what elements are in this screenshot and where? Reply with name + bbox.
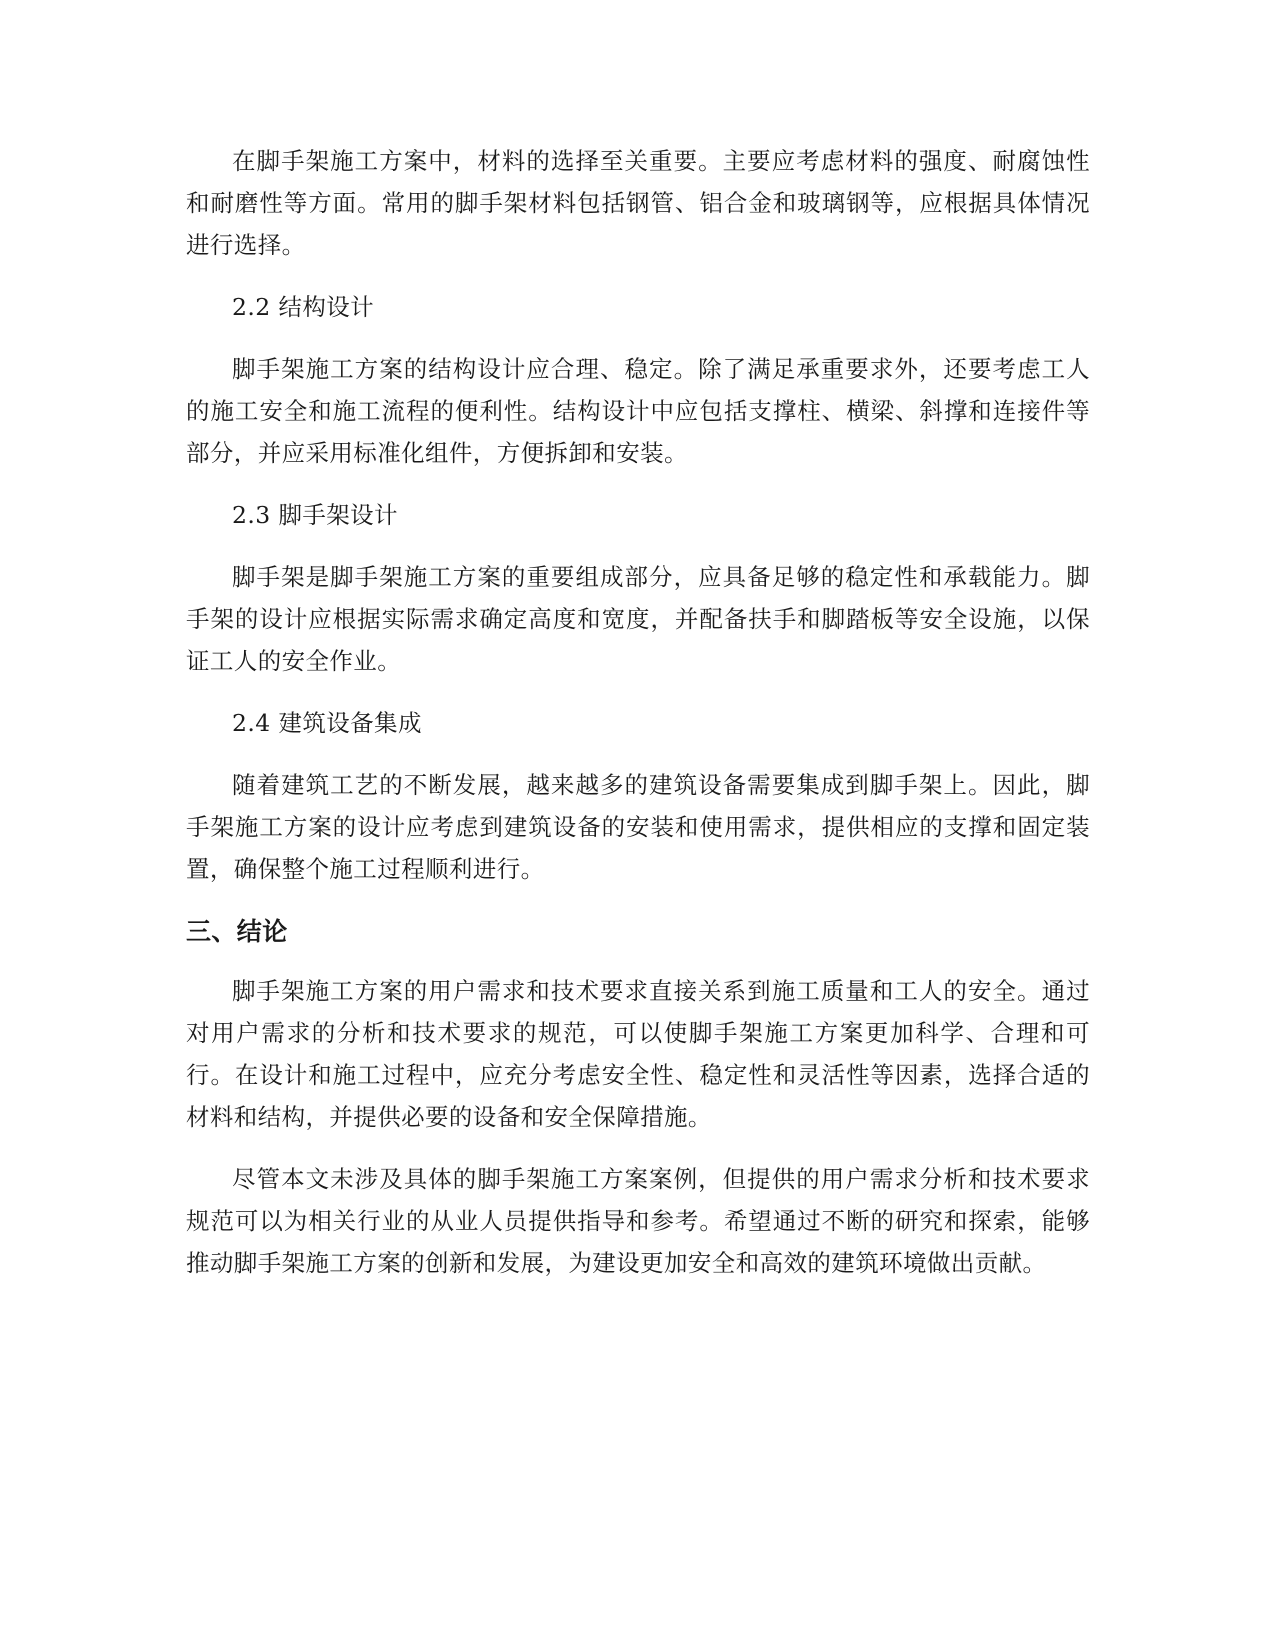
paragraph-scaffold: 脚手架是脚手架施工方案的重要组成部分，应具备足够的稳定性和承载能力。脚手架的设计应根据实际需求确定高度和宽度，并配备扶手和脚踏板等安全设施，以保证工人的安全作业。 xyxy=(186,563,1090,675)
section-title-conclusion: 三、结论 xyxy=(186,917,288,946)
paragraph-structure: 脚手架施工方案的结构设计应合理、稳定。除了满足承重要求外，还要考虑工人的施工安全和施工流程的便利性。结构设计中应包括支撑柱、横梁、斜撑和连接件等部分，并应采用标准化组件，方便拆卸和安装。 xyxy=(186,355,1090,467)
heading-2-3: 2.3 脚手架设计 xyxy=(232,501,398,529)
paragraph-equipment: 随着建筑工艺的不断发展，越来越多的建筑设备需要集成到脚手架上。因此，脚手架施工方案的设计应考虑到建筑设备的安装和使用需求，提供相应的支撑和固定装置，确保整个施工过程顺利进行。 xyxy=(186,771,1090,883)
heading-2-2: 2.2 结构设计 xyxy=(232,293,375,321)
paragraph-materials: 在脚手架施工方案中，材料的选择至关重要。主要应考虑材料的强度、耐腐蚀性和耐磨性等方面。常用的脚手架材料包括钢管、铝合金和玻璃钢等，应根据具体情况进行选择。 xyxy=(186,147,1090,259)
document-page xyxy=(186,140,1090,1304)
paragraph-conclusion-2: 尽管本文未涉及具体的脚手架施工方案案例，但提供的用户需求分析和技术要求规范可以为相关行业的从业人员提供指导和参考。希望通过不断的研究和探索，能够推动脚手架施工方案的创新和发展，为建设更加安全和高效的建筑环境做出贡献。 xyxy=(186,1165,1090,1277)
heading-2-4: 2.4 建筑设备集成 xyxy=(232,709,422,737)
paragraph-conclusion-1: 脚手架施工方案的用户需求和技术要求直接关系到施工质量和工人的安全。通过对用户需求的分析和技术要求的规范，可以使脚手架施工方案更加科学、合理和可行。在设计和施工过程中，应充分考虑安全性、稳定性和灵活性等因素，选择合适的材料和结构，并提供必要的设备和安全保障措施。 xyxy=(186,977,1090,1131)
